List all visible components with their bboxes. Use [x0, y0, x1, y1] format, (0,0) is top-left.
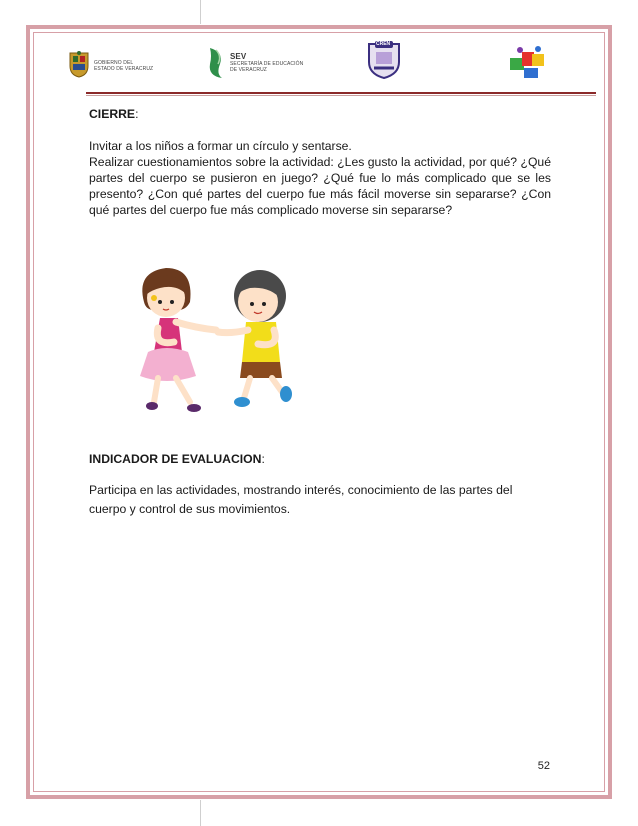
sev-leaf-icon [206, 46, 226, 80]
boy-figure [218, 270, 292, 407]
cierre-heading-line [89, 106, 551, 122]
children-dancing-illustration [130, 258, 310, 423]
indicador-heading: INDICADOR DE EVALUACION [89, 452, 262, 466]
logo1-caption [94, 60, 154, 72]
cierre-heading-colon: : [135, 107, 139, 121]
indicador-text: Participa en las actividades, mostrando interés, conocimiento de las partes del cuerpo y control de sus movimientos. [89, 483, 513, 516]
logo2-caption [230, 52, 310, 73]
logo1-caption-line2: ESTADO DE VERACRUZ [94, 66, 154, 72]
cierre-instruction: Invitar a los niños a formar un círculo y sentarse. [89, 139, 352, 153]
page-header [40, 38, 600, 96]
indicador-heading-colon: : [261, 452, 265, 466]
header-rule [86, 92, 596, 94]
crop-tick-bottom [200, 800, 201, 826]
girl-figure [140, 268, 216, 412]
crop-tick-top [200, 0, 201, 24]
cierre-questions: Realizar cuestionamientos sobre la actividad: ¿Les gusto la actividad, por qué? ¿Qué partes del cuerpo se pusieron en juego? ¿Qué fue lo más complicado que se les presento? ¿Con qué partes del cuerpo fue más fácil moverse sin separarse? ¿Con qué partes del cuerpo fue más complicado moverse sin separarse? [89, 155, 551, 217]
colorful-school-logo-icon [508, 44, 548, 80]
logo2-caption-line1: SECRETARÍA DE EDUCACIÓN [230, 61, 304, 67]
logo1-caption-line1: GOBIERNO DEL [94, 60, 134, 66]
cren-label: CREN [376, 41, 391, 47]
cierre-heading: CIERRE [89, 107, 136, 121]
header-rule-thin [86, 95, 596, 96]
page-number: 52 [537, 760, 550, 772]
veracruz-coat-of-arms-icon [68, 50, 90, 78]
logo2-title: SEV [230, 52, 247, 61]
indicador-heading-line [89, 451, 551, 467]
logo2-caption-line2: DE VERACRUZ [230, 67, 267, 73]
